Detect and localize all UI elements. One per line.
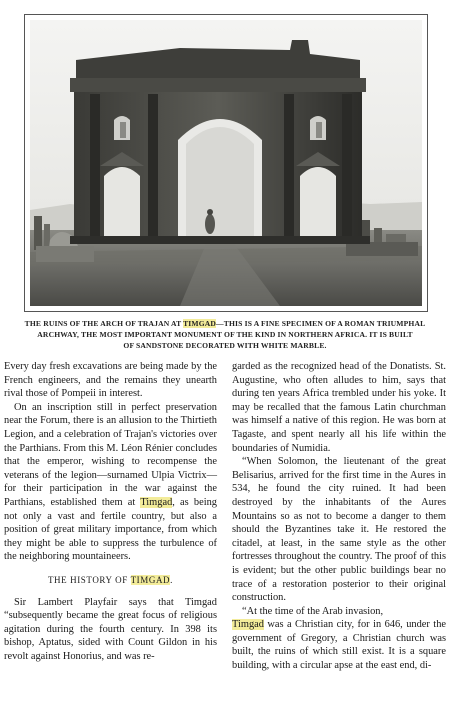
heading-highlight-timgad: TIMGAD: [130, 574, 171, 585]
caption-text: THE RUINS OF THE ARCH OF TRAJAN AT: [24, 319, 184, 328]
paragraph: “When Solomon, the lieutenant of the great Belisarius, arrived for the first time in the Aures in 534, he found the city ruined. It had been destroyed by the inhabitants of the Aures Mountains so as not to become a danger to them should the Byzantines take it. He restored the citadel, at least, in the same style as the other fortresses throughout the country. The proof of this is evident; but the other public buildings bear no trace of a restoration posterior to their original construction.: [232, 456, 446, 604]
caption-text: OF SANDSTONE DECORATED WITH WHITE MARBLE.: [123, 341, 327, 350]
paragraph-text: On an inscription still in perfect preservation near the Forum, there is an allusion to the Thirtieth Legion, and a celebration of Trajan's victories over the Parthians. From this M. Léon Rénier concludes that the emperor, wishing to recompense the veterans of the legion—surnamed Ulpia Victrix—for their participation in the war against the Parthians, established them at: [4, 401, 217, 508]
caption-text: ARCHWAY, THE MOST IMPORTANT MONUMENT OF THE KIND IN NORTHERN AFRICA. IT IS BUILT: [37, 330, 413, 339]
paragraph: Sir Lambert Playfair says that Timgad “subsequently became the great focus of religious agitation during the fourth century. In 398 its bishop, Aptatus, sided with Count Gildon in his revolt against Honorius, and was re-: [4, 596, 217, 662]
arch-illustration: [30, 20, 422, 306]
figure-caption: [10, 318, 440, 351]
paragraph: [232, 605, 446, 673]
paragraph: garded as the recognized head of the Donatists. St. Augustine, who often alludes to him, says that during ten years Africa trembled under his yoke. It may be recalled that the famous Latin churchman was himself a native of this region. He was born at Tagaste, and spent nearly all his life within the boundaries of Numidia.: [232, 361, 446, 454]
right-column: [232, 360, 446, 673]
arch-of-trajan-photo: [24, 14, 428, 312]
paragraph-text: was a Christian city, for in 646, under the government of Gregory, a Christian church was built, the ruins of which still exist. It is a square building, with a circular apse at the east end, di-: [232, 619, 446, 672]
paragraph-text: “At the time of the Arab invasion,: [242, 605, 384, 617]
section-heading: [4, 574, 217, 588]
highlight-timgad: Timgad: [140, 496, 173, 508]
paragraph: Every day fresh excavations are being made by the French engineers, and the remains they unearth rival those of Pompeii in interest.: [4, 361, 217, 400]
caption-highlight-timgad: TIMGAD: [183, 319, 217, 328]
paragraph: [4, 401, 217, 564]
paragraph-text: , as being not only a vast and fertile country, but also a position of great military importance, from which they might be able to suppress the turbulence of the neighboring mountaineers.: [4, 496, 217, 563]
caption-text: —THIS IS A FINE SPECIMEN OF A ROMAN TRIUMPHAL: [216, 319, 426, 328]
heading-text: THE HISTORY OF: [47, 574, 131, 585]
heading-text: .: [170, 574, 174, 585]
left-column: [4, 360, 217, 663]
highlight-timgad: Timgad: [232, 619, 264, 631]
